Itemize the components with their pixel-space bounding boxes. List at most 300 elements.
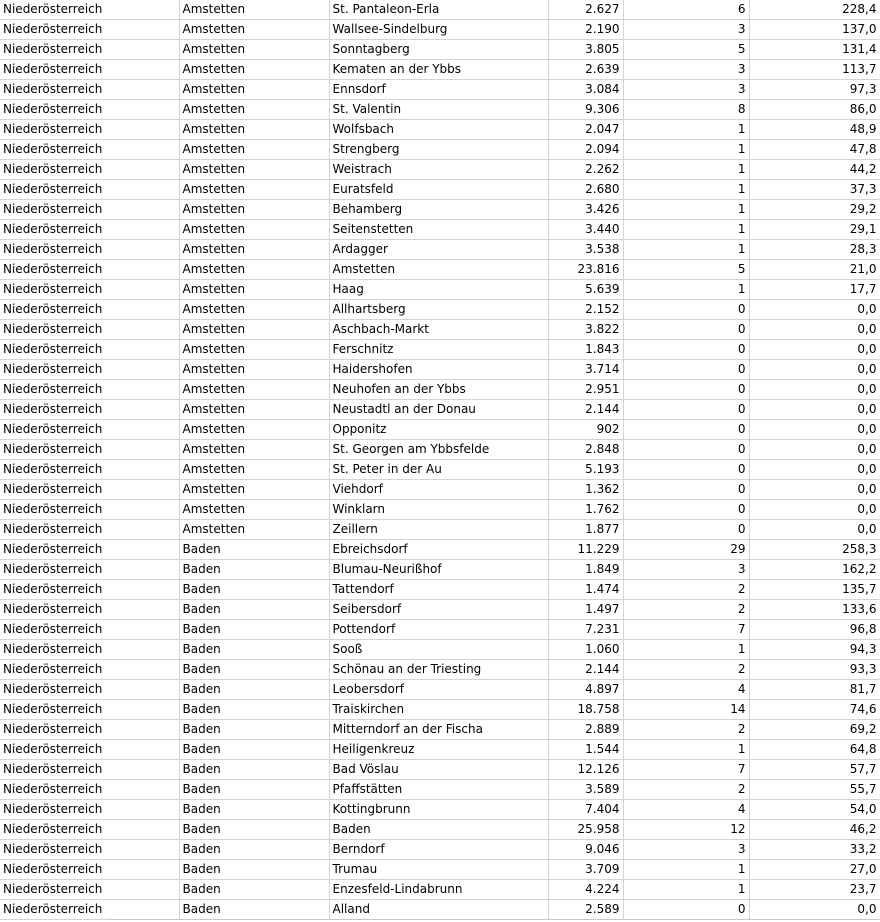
cases-cell[interactable]: 1 [623,200,749,220]
table-row[interactable] [0,480,880,500]
rate-cell[interactable]: 0,0 [749,500,880,520]
table-row[interactable] [0,100,880,120]
rate-cell[interactable]: 0,0 [749,440,880,460]
state-cell[interactable]: Niederösterreich [0,680,179,700]
municipality-cell[interactable]: Amstetten [329,260,548,280]
district-cell[interactable]: Baden [179,600,329,620]
population-cell[interactable]: 3.589 [548,780,623,800]
cases-cell[interactable]: 0 [623,340,749,360]
rate-cell[interactable]: 17,7 [749,280,880,300]
district-cell[interactable]: Amstetten [179,60,329,80]
population-cell[interactable]: 1.849 [548,560,623,580]
municipality-cell[interactable]: Neustadtl an der Donau [329,400,548,420]
municipality-cell[interactable]: Mitterndorf an der Fischa [329,720,548,740]
cases-cell[interactable]: 3 [623,840,749,860]
population-cell[interactable]: 2.047 [548,120,623,140]
population-cell[interactable]: 2.144 [548,660,623,680]
state-cell[interactable]: Niederösterreich [0,320,179,340]
table-row[interactable] [0,340,880,360]
state-cell[interactable]: Niederösterreich [0,380,179,400]
municipality-cell[interactable]: Baden [329,820,548,840]
state-cell[interactable]: Niederösterreich [0,860,179,880]
cases-cell[interactable]: 0 [623,420,749,440]
district-cell[interactable]: Baden [179,680,329,700]
population-cell[interactable]: 3.805 [548,40,623,60]
table-row[interactable] [0,220,880,240]
rate-cell[interactable]: 94,3 [749,640,880,660]
district-cell[interactable]: Amstetten [179,260,329,280]
municipality-cell[interactable]: Behamberg [329,200,548,220]
population-cell[interactable]: 5.639 [548,280,623,300]
population-cell[interactable]: 18.758 [548,700,623,720]
state-cell[interactable]: Niederösterreich [0,760,179,780]
rate-cell[interactable]: 93,3 [749,660,880,680]
district-cell[interactable]: Amstetten [179,280,329,300]
population-cell[interactable]: 1.474 [548,580,623,600]
population-cell[interactable]: 3.538 [548,240,623,260]
district-cell[interactable]: Baden [179,580,329,600]
state-cell[interactable]: Niederösterreich [0,440,179,460]
state-cell[interactable]: Niederösterreich [0,400,179,420]
state-cell[interactable]: Niederösterreich [0,200,179,220]
district-cell[interactable]: Amstetten [179,480,329,500]
state-cell[interactable]: Niederösterreich [0,560,179,580]
table-row[interactable] [0,560,880,580]
population-cell[interactable]: 2.262 [548,160,623,180]
cases-cell[interactable]: 0 [623,320,749,340]
population-cell[interactable]: 2.589 [548,900,623,920]
rate-cell[interactable]: 23,7 [749,880,880,900]
municipality-cell[interactable]: Allhartsberg [329,300,548,320]
municipality-cell[interactable]: Tattendorf [329,580,548,600]
population-cell[interactable]: 2.680 [548,180,623,200]
municipality-cell[interactable]: Ebreichsdorf [329,540,548,560]
rate-cell[interactable]: 0,0 [749,360,880,380]
table-row[interactable] [0,780,880,800]
population-cell[interactable]: 3.084 [548,80,623,100]
cases-cell[interactable]: 2 [623,780,749,800]
table-row[interactable] [0,20,880,40]
municipality-cell[interactable]: Kematen an der Ybbs [329,60,548,80]
district-cell[interactable]: Amstetten [179,120,329,140]
table-row[interactable] [0,580,880,600]
rate-cell[interactable]: 228,4 [749,0,880,20]
state-cell[interactable]: Niederösterreich [0,100,179,120]
population-cell[interactable]: 1.362 [548,480,623,500]
rate-cell[interactable]: 33,2 [749,840,880,860]
state-cell[interactable]: Niederösterreich [0,220,179,240]
municipality-cell[interactable]: Blumau-Neurißhof [329,560,548,580]
state-cell[interactable]: Niederösterreich [0,740,179,760]
population-cell[interactable]: 1.762 [548,500,623,520]
cases-cell[interactable]: 7 [623,760,749,780]
cases-cell[interactable]: 2 [623,720,749,740]
population-cell[interactable]: 5.193 [548,460,623,480]
table-row[interactable] [0,720,880,740]
rate-cell[interactable]: 21,0 [749,260,880,280]
population-cell[interactable]: 2.639 [548,60,623,80]
state-cell[interactable]: Niederösterreich [0,160,179,180]
cases-cell[interactable]: 1 [623,160,749,180]
table-row[interactable] [0,80,880,100]
district-cell[interactable]: Amstetten [179,340,329,360]
population-cell[interactable]: 7.231 [548,620,623,640]
cases-cell[interactable]: 3 [623,60,749,80]
municipality-cell[interactable]: Winklarn [329,500,548,520]
cases-cell[interactable]: 0 [623,300,749,320]
table-row[interactable] [0,680,880,700]
state-cell[interactable]: Niederösterreich [0,780,179,800]
cases-cell[interactable]: 0 [623,520,749,540]
cases-cell[interactable]: 4 [623,800,749,820]
cases-cell[interactable]: 5 [623,40,749,60]
population-cell[interactable]: 1.877 [548,520,623,540]
rate-cell[interactable]: 28,3 [749,240,880,260]
district-cell[interactable]: Amstetten [179,100,329,120]
population-cell[interactable]: 11.229 [548,540,623,560]
population-cell[interactable]: 1.544 [548,740,623,760]
table-row[interactable] [0,600,880,620]
cases-cell[interactable]: 3 [623,560,749,580]
rate-cell[interactable]: 131,4 [749,40,880,60]
district-cell[interactable]: Amstetten [179,240,329,260]
district-cell[interactable]: Amstetten [179,360,329,380]
population-cell[interactable]: 1.843 [548,340,623,360]
municipality-cell[interactable]: Ferschnitz [329,340,548,360]
rate-cell[interactable]: 162,2 [749,560,880,580]
table-row[interactable] [0,520,880,540]
state-cell[interactable]: Niederösterreich [0,120,179,140]
table-row[interactable] [0,640,880,660]
cases-cell[interactable]: 0 [623,900,749,920]
cases-cell[interactable]: 2 [623,660,749,680]
municipality-cell[interactable]: Haidershofen [329,360,548,380]
state-cell[interactable]: Niederösterreich [0,60,179,80]
district-cell[interactable]: Amstetten [179,80,329,100]
cases-cell[interactable]: 29 [623,540,749,560]
state-cell[interactable]: Niederösterreich [0,520,179,540]
state-cell[interactable]: Niederösterreich [0,300,179,320]
table-row[interactable] [0,620,880,640]
rate-cell[interactable]: 0,0 [749,380,880,400]
municipality-cell[interactable]: Ardagger [329,240,548,260]
table-row[interactable] [0,380,880,400]
population-cell[interactable]: 7.404 [548,800,623,820]
rate-cell[interactable]: 0,0 [749,480,880,500]
table-row[interactable] [0,0,880,20]
table-row[interactable] [0,460,880,480]
municipality-cell[interactable]: Kottingbrunn [329,800,548,820]
district-cell[interactable]: Amstetten [179,500,329,520]
municipality-cell[interactable]: Seibersdorf [329,600,548,620]
table-row[interactable] [0,260,880,280]
table-row[interactable] [0,660,880,680]
state-cell[interactable]: Niederösterreich [0,640,179,660]
population-cell[interactable]: 902 [548,420,623,440]
cases-cell[interactable]: 1 [623,880,749,900]
district-cell[interactable]: Amstetten [179,300,329,320]
rate-cell[interactable]: 258,3 [749,540,880,560]
cases-cell[interactable]: 1 [623,140,749,160]
rate-cell[interactable]: 0,0 [749,340,880,360]
rate-cell[interactable]: 29,1 [749,220,880,240]
population-cell[interactable]: 2.094 [548,140,623,160]
state-cell[interactable]: Niederösterreich [0,840,179,860]
rate-cell[interactable]: 135,7 [749,580,880,600]
municipality-cell[interactable]: Haag [329,280,548,300]
state-cell[interactable]: Niederösterreich [0,0,179,20]
state-cell[interactable]: Niederösterreich [0,240,179,260]
district-cell[interactable]: Amstetten [179,0,329,20]
state-cell[interactable]: Niederösterreich [0,720,179,740]
district-cell[interactable]: Amstetten [179,320,329,340]
municipality-cell[interactable]: Alland [329,900,548,920]
table-row[interactable] [0,240,880,260]
cases-cell[interactable]: 0 [623,400,749,420]
state-cell[interactable]: Niederösterreich [0,620,179,640]
table-row[interactable] [0,440,880,460]
state-cell[interactable]: Niederösterreich [0,280,179,300]
rate-cell[interactable]: 137,0 [749,20,880,40]
cases-cell[interactable]: 0 [623,460,749,480]
cases-cell[interactable]: 3 [623,20,749,40]
state-cell[interactable]: Niederösterreich [0,360,179,380]
cases-cell[interactable]: 7 [623,620,749,640]
population-cell[interactable]: 3.440 [548,220,623,240]
district-cell[interactable]: Baden [179,540,329,560]
cases-cell[interactable]: 0 [623,480,749,500]
district-cell[interactable]: Baden [179,720,329,740]
population-cell[interactable]: 9.046 [548,840,623,860]
rate-cell[interactable]: 44,2 [749,160,880,180]
municipality-cell[interactable]: Heiligenkreuz [329,740,548,760]
population-cell[interactable]: 3.714 [548,360,623,380]
table-row[interactable] [0,180,880,200]
district-cell[interactable]: Baden [179,900,329,920]
cases-cell[interactable]: 1 [623,740,749,760]
rate-cell[interactable]: 81,7 [749,680,880,700]
table-row[interactable] [0,60,880,80]
cases-cell[interactable]: 0 [623,500,749,520]
rate-cell[interactable]: 0,0 [749,300,880,320]
municipality-cell[interactable]: Pottendorf [329,620,548,640]
rate-cell[interactable]: 57,7 [749,760,880,780]
cases-cell[interactable]: 4 [623,680,749,700]
table-row[interactable] [0,740,880,760]
state-cell[interactable]: Niederösterreich [0,900,179,920]
table-row[interactable] [0,160,880,180]
table-row[interactable] [0,320,880,340]
table-row[interactable] [0,280,880,300]
district-cell[interactable]: Baden [179,620,329,640]
cases-cell[interactable]: 1 [623,220,749,240]
table-row[interactable] [0,400,880,420]
state-cell[interactable]: Niederösterreich [0,20,179,40]
municipality-cell[interactable]: Viehdorf [329,480,548,500]
cases-cell[interactable]: 2 [623,600,749,620]
cases-cell[interactable]: 0 [623,360,749,380]
cases-cell[interactable]: 6 [623,0,749,20]
population-cell[interactable]: 2.152 [548,300,623,320]
rate-cell[interactable]: 27,0 [749,860,880,880]
population-cell[interactable]: 1.497 [548,600,623,620]
rate-cell[interactable]: 0,0 [749,520,880,540]
state-cell[interactable]: Niederösterreich [0,480,179,500]
table-row[interactable] [0,40,880,60]
municipality-cell[interactable]: Aschbach-Markt [329,320,548,340]
table-row[interactable] [0,800,880,820]
district-cell[interactable]: Amstetten [179,160,329,180]
population-cell[interactable]: 4.224 [548,880,623,900]
district-cell[interactable]: Baden [179,860,329,880]
rate-cell[interactable]: 113,7 [749,60,880,80]
table-row[interactable] [0,300,880,320]
rate-cell[interactable]: 69,2 [749,720,880,740]
table-row[interactable] [0,760,880,780]
table-row[interactable] [0,120,880,140]
population-cell[interactable]: 2.951 [548,380,623,400]
table-row[interactable] [0,880,880,900]
cases-cell[interactable]: 8 [623,100,749,120]
table-row[interactable] [0,700,880,720]
district-cell[interactable]: Amstetten [179,520,329,540]
municipality-cell[interactable]: St. Peter in der Au [329,460,548,480]
rate-cell[interactable]: 46,2 [749,820,880,840]
district-cell[interactable]: Amstetten [179,200,329,220]
state-cell[interactable]: Niederösterreich [0,420,179,440]
cases-cell[interactable]: 1 [623,860,749,880]
rate-cell[interactable]: 64,8 [749,740,880,760]
rate-cell[interactable]: 96,8 [749,620,880,640]
population-cell[interactable]: 9.306 [548,100,623,120]
state-cell[interactable]: Niederösterreich [0,600,179,620]
municipality-cell[interactable]: Seitenstetten [329,220,548,240]
state-cell[interactable]: Niederösterreich [0,700,179,720]
district-cell[interactable]: Baden [179,700,329,720]
rate-cell[interactable]: 97,3 [749,80,880,100]
population-cell[interactable]: 3.426 [548,200,623,220]
cases-cell[interactable]: 1 [623,240,749,260]
state-cell[interactable]: Niederösterreich [0,500,179,520]
population-cell[interactable]: 2.889 [548,720,623,740]
municipality-cell[interactable]: St. Georgen am Ybbsfelde [329,440,548,460]
table-row[interactable] [0,360,880,380]
rate-cell[interactable]: 0,0 [749,460,880,480]
population-cell[interactable]: 23.816 [548,260,623,280]
table-row[interactable] [0,140,880,160]
district-cell[interactable]: Amstetten [179,140,329,160]
municipality-cell[interactable]: Leobersdorf [329,680,548,700]
cases-cell[interactable]: 1 [623,640,749,660]
municipality-cell[interactable]: Neuhofen an der Ybbs [329,380,548,400]
population-cell[interactable]: 2.848 [548,440,623,460]
municipality-cell[interactable]: St. Pantaleon-Erla [329,0,548,20]
rate-cell[interactable]: 74,6 [749,700,880,720]
municipality-cell[interactable]: Wolfsbach [329,120,548,140]
municipality-cell[interactable]: Berndorf [329,840,548,860]
district-cell[interactable]: Baden [179,840,329,860]
municipality-cell[interactable]: St. Valentin [329,100,548,120]
municipality-cell[interactable]: Weistrach [329,160,548,180]
district-cell[interactable]: Baden [179,800,329,820]
population-cell[interactable]: 3.709 [548,860,623,880]
district-cell[interactable]: Baden [179,780,329,800]
cases-cell[interactable]: 12 [623,820,749,840]
municipality-cell[interactable]: Trumau [329,860,548,880]
municipality-cell[interactable]: Sonntagberg [329,40,548,60]
rate-cell[interactable]: 0,0 [749,320,880,340]
district-cell[interactable]: Baden [179,880,329,900]
table-row[interactable] [0,540,880,560]
municipality-cell[interactable]: Ennsdorf [329,80,548,100]
rate-cell[interactable]: 47,8 [749,140,880,160]
cases-cell[interactable]: 1 [623,120,749,140]
district-cell[interactable]: Amstetten [179,460,329,480]
state-cell[interactable]: Niederösterreich [0,340,179,360]
state-cell[interactable]: Niederösterreich [0,140,179,160]
rate-cell[interactable]: 29,2 [749,200,880,220]
rate-cell[interactable]: 86,0 [749,100,880,120]
population-cell[interactable]: 3.822 [548,320,623,340]
district-cell[interactable]: Amstetten [179,180,329,200]
district-cell[interactable]: Amstetten [179,220,329,240]
cases-cell[interactable]: 5 [623,260,749,280]
state-cell[interactable]: Niederösterreich [0,260,179,280]
municipality-cell[interactable]: Sooß [329,640,548,660]
rate-cell[interactable]: 48,9 [749,120,880,140]
state-cell[interactable]: Niederösterreich [0,80,179,100]
state-cell[interactable]: Niederösterreich [0,580,179,600]
rate-cell[interactable]: 133,6 [749,600,880,620]
table-row[interactable] [0,420,880,440]
state-cell[interactable]: Niederösterreich [0,880,179,900]
municipality-cell[interactable]: Strengberg [329,140,548,160]
municipality-cell[interactable]: Pfaffstätten [329,780,548,800]
rate-cell[interactable]: 0,0 [749,420,880,440]
municipality-cell[interactable]: Bad Vöslau [329,760,548,780]
district-cell[interactable]: Amstetten [179,380,329,400]
cases-cell[interactable]: 2 [623,580,749,600]
table-row[interactable] [0,900,880,920]
rate-cell[interactable]: 0,0 [749,400,880,420]
municipality-cell[interactable]: Wallsee-Sindelburg [329,20,548,40]
municipality-cell[interactable]: Enzesfeld-Lindabrunn [329,880,548,900]
district-cell[interactable]: Baden [179,660,329,680]
table-row[interactable] [0,200,880,220]
population-cell[interactable]: 2.190 [548,20,623,40]
table-row[interactable] [0,820,880,840]
municipality-cell[interactable]: Opponitz [329,420,548,440]
cases-cell[interactable]: 1 [623,280,749,300]
state-cell[interactable]: Niederösterreich [0,40,179,60]
population-cell[interactable]: 25.958 [548,820,623,840]
cases-cell[interactable]: 3 [623,80,749,100]
cases-cell[interactable]: 0 [623,380,749,400]
municipality-cell[interactable]: Zeillern [329,520,548,540]
district-cell[interactable]: Baden [179,560,329,580]
district-cell[interactable]: Baden [179,760,329,780]
cases-cell[interactable]: 1 [623,180,749,200]
state-cell[interactable]: Niederösterreich [0,820,179,840]
population-cell[interactable]: 2.627 [548,0,623,20]
population-cell[interactable]: 12.126 [548,760,623,780]
rate-cell[interactable]: 54,0 [749,800,880,820]
table-row[interactable] [0,860,880,880]
rate-cell[interactable]: 0,0 [749,900,880,920]
table-row[interactable] [0,840,880,860]
cases-cell[interactable]: 14 [623,700,749,720]
district-cell[interactable]: Amstetten [179,20,329,40]
